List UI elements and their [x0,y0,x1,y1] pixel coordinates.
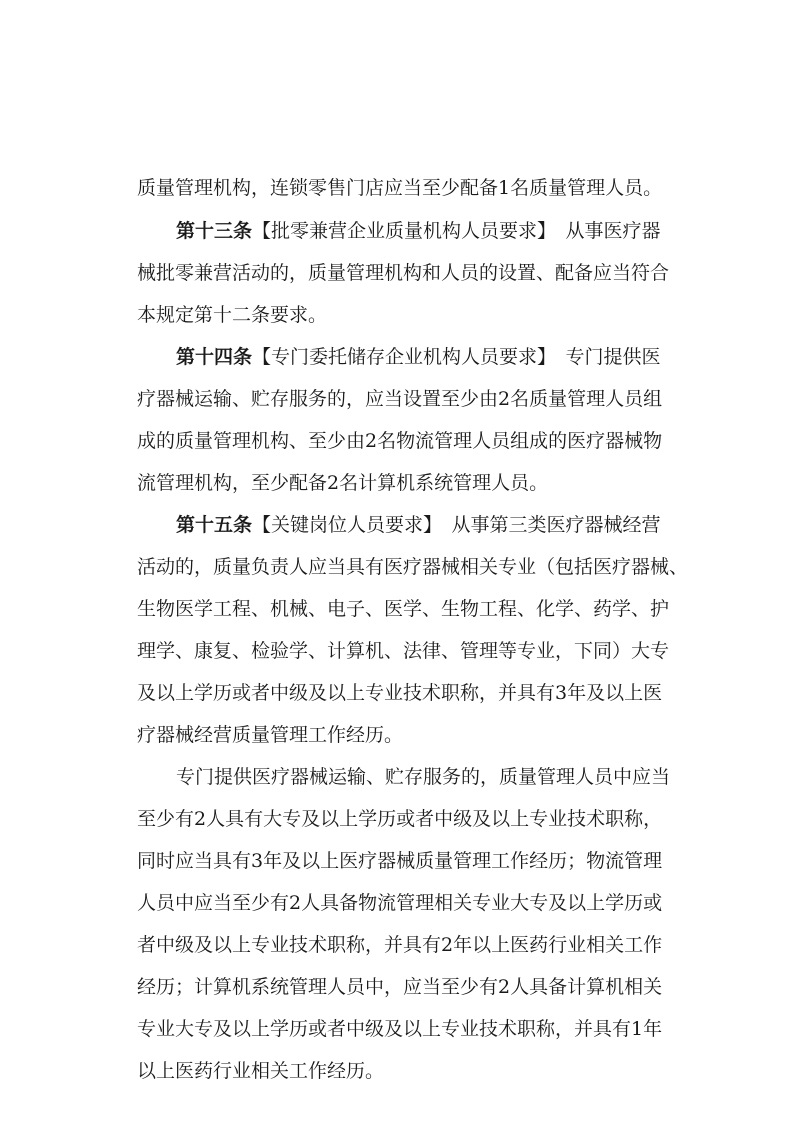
article-15-text: 生物医学工程、机械、电子、医学、生物工程、化学、药学、护 [137,598,670,620]
article-14-text: 流管理机构，至少配备2名计算机系统管理人员。 [137,472,549,494]
article-14-line [0,337,793,377]
paragraph-line [0,757,793,797]
paragraph-line [0,1051,793,1091]
article-13-line [0,253,793,293]
paragraph-text: 人员中应当至少有2人具备物流管理相关专业大专及以上学历或 [137,892,663,914]
article-15-line [0,505,793,545]
article-14-text: 疗器械运输、贮存服务的，应当设置至少由2名质量管理人员组 [137,388,663,410]
article-13-text: 【批零兼营企业质量机构人员要求】 从事医疗器 [252,220,661,242]
article-15-line [0,631,793,671]
paragraph-line [0,841,793,881]
paragraph-text: 同时应当具有3年及以上医疗器械质量管理工作经历；物流管理 [137,850,663,872]
article-14-line [0,421,793,461]
article-14-text: 【专门委托储存企业机构人员要求】 专门提供医 [252,346,661,368]
paragraph-text: 经历；计算机系统管理人员中，应当至少有2人具备计算机相关 [137,976,663,998]
article-15-line [0,715,793,755]
article-14-text: 成的质量管理机构、至少由2名物流管理人员组成的医疗器械物 [137,430,663,452]
article-15-text: 理学、康复、检验学、计算机、法律、管理等专业，下同）大专 [137,640,670,662]
article-15-text: 及以上学历或者中级及以上专业技术职称，并具有3年及以上医 [137,682,663,704]
paragraph-line [0,1009,793,1049]
article-15-text: 疗器械经营质量管理工作经历。 [137,724,404,746]
paragraph-text: 质量管理机构，连锁零售门店应当至少配备1名质量管理人员。 [137,177,663,199]
article-14-line [0,463,793,503]
paragraph-text: 以上医药行业相关工作经历。 [137,1060,385,1082]
article-15-line [0,673,793,713]
paragraph-text: 者中级及以上专业技术职称，并具有2年以上医药行业相关工作 [137,934,663,956]
article-15-line [0,547,793,587]
article-15-heading: 第十五条 [176,514,253,536]
article-15-line [0,589,793,629]
paragraph-line [0,883,793,923]
paragraph-text: 专业大专及以上学历或者中级及以上专业技术职称，并具有1年 [137,1018,663,1040]
paragraph-line [0,925,793,965]
paragraph-text: 专门提供医疗器械运输、贮存服务的，质量管理人员中应当 [176,766,671,788]
paragraph-line [0,168,793,208]
article-13-text: 械批零兼营活动的，质量管理机构和人员的设置、配备应当符合 [137,262,670,284]
article-13-heading: 第十三条 [176,220,253,242]
article-14-line [0,379,793,419]
article-15-text: 【关键岗位人员要求】 从事第三类医疗器械经营 [252,514,661,536]
paragraph-line [0,967,793,1007]
article-13-text: 本规定第十二条要求。 [137,304,328,326]
article-13-line [0,211,793,251]
paragraph-text: 至少有2人具有大专及以上学历或者中级及以上专业技术职称， [137,808,663,830]
article-13-line [0,295,793,335]
article-15-text: 活动的，质量负责人应当具有医疗器械相关专业（包括医疗器械、 [137,556,689,578]
article-14-heading: 第十四条 [176,346,253,368]
paragraph-line [0,799,793,839]
